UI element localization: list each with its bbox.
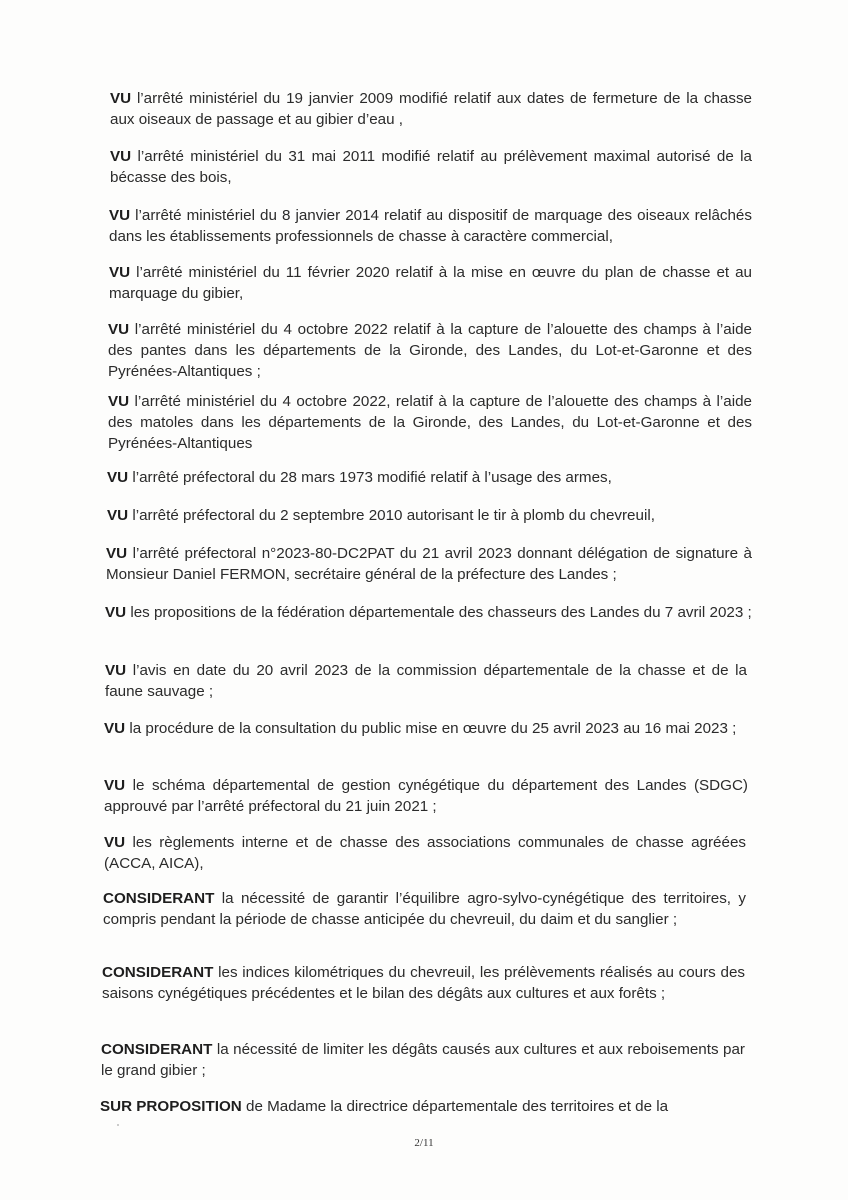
paragraph-keyword: SUR PROPOSITION <box>100 1098 242 1115</box>
paragraph-keyword: VU <box>105 604 127 621</box>
paragraph-text: l’arrêté préfectoral du 28 mars 1973 modifié relatif à l’usage des armes, <box>132 469 612 486</box>
paragraph-text: le schéma départemental de gestion cynégétique du département des Landes (SDGC) approuvé par l’arrêté préfectoral du 21 juin 2021 ; <box>104 777 748 815</box>
paragraph-keyword: VU <box>107 469 129 486</box>
paragraph-considerant-2 <box>102 962 745 1004</box>
paragraph-keyword: VU <box>104 720 126 737</box>
paragraph-keyword: VU <box>108 321 130 338</box>
paragraph-text: l’arrêté ministériel du 11 février 2020 relatif à la mise en œuvre du plan de chasse et au marquage du gibier, <box>109 264 752 302</box>
paragraph-text: l’arrêté ministériel du 4 octobre 2022, relatif à la capture de l’alouette des champs à l’aide des matoles dans les départements de la Gironde, des Landes, du Lot-et-Garonne et des Pyrénées-Altantiques <box>108 393 752 452</box>
paragraph-text: les règlements interne et de chasse des associations communales de chasse agréées (ACCA, AICA), <box>104 834 746 872</box>
paragraph-keyword: VU <box>110 90 132 107</box>
paragraph-considerant-1 <box>103 888 746 930</box>
paragraph-text: de Madame la directrice départementale des territoires et de la <box>246 1098 669 1115</box>
paragraph-text: l’arrêté ministériel du 8 janvier 2014 relatif au dispositif de marquage des oiseaux relâchés dans les établissements professionnels de chasse à caractère commercial, <box>109 207 752 245</box>
paragraph-keyword: CONSIDERANT <box>101 1041 213 1058</box>
paragraph-keyword: VU <box>109 207 131 224</box>
paragraph-vu-11 <box>105 660 747 702</box>
paragraph-text: l’arrêté préfectoral du 2 septembre 2010 autorisant le tir à plomb du chevreuil, <box>132 507 655 524</box>
paragraph-text: l’arrêté préfectoral n°2023-80-DC2PAT du 21 avril 2023 donnant délégation de signature à Monsieur Daniel FERMON, secrétaire général de la préfecture des Landes ; <box>106 545 752 583</box>
paragraph-vu-7 <box>107 467 752 488</box>
paragraph-text: l’avis en date du 20 avril 2023 de la commission départementale de la chasse et de la faune sauvage ; <box>105 662 747 700</box>
paragraph-keyword: CONSIDERANT <box>102 964 214 981</box>
paragraph-text: les propositions de la fédération départementale des chasseurs des Landes du 7 avril 2023 ; <box>130 604 752 621</box>
paragraph-keyword: VU <box>107 507 129 524</box>
paragraph-vu-1 <box>110 88 752 130</box>
paragraph-vu-3 <box>109 205 752 247</box>
paragraph-text: les indices kilométriques du chevreuil, les prélèvements réalisés au cours des saisons cynégétiques précédentes et le bilan des dégâts aux cultures et aux forêts ; <box>102 964 745 1002</box>
paragraph-vu-14 <box>104 832 746 874</box>
paragraph-text: l’arrêté ministériel du 19 janvier 2009 modifié relatif aux dates de fermeture de la chasse aux oiseaux de passage et au gibier d’eau , <box>110 90 752 128</box>
paragraph-keyword: VU <box>110 148 132 165</box>
paragraph-vu-12 <box>104 718 748 739</box>
paragraph-vu-10 <box>105 602 752 623</box>
paragraph-considerant-3 <box>101 1039 745 1081</box>
paragraph-keyword: CONSIDERANT <box>103 890 215 907</box>
paragraph-vu-5 <box>108 319 752 382</box>
paragraph-keyword: VU <box>108 393 130 410</box>
paragraph-keyword: VU <box>104 777 126 794</box>
paragraph-text: la nécessité de limiter les dégâts causés aux cultures et aux reboisements par le grand gibier ; <box>101 1041 745 1079</box>
paragraph-keyword: VU <box>105 662 127 679</box>
paragraph-sur-proposition <box>100 1096 745 1117</box>
paragraph-keyword: VU <box>109 264 131 281</box>
paragraph-vu-2 <box>110 146 752 188</box>
paragraph-text: l’arrêté ministériel du 4 octobre 2022 relatif à la capture de l’alouette des champs à l’aide des pantes dans les départements de la Gironde, des Landes, du Lot-et-Garonne et des Pyrénées-Altantiques ; <box>108 321 752 380</box>
page-number: 2/11 <box>414 1137 434 1149</box>
paragraph-keyword: VU <box>104 834 126 851</box>
paragraph-text: la procédure de la consultation du public mise en œuvre du 25 avril 2023 au 16 mai 2023 ; <box>129 720 737 737</box>
paragraph-text: l’arrêté ministériel du 31 mai 2011 modifié relatif au prélèvement maximal autorisé de la bécasse des bois, <box>110 148 752 186</box>
paragraph-vu-13 <box>104 775 748 817</box>
paragraph-vu-8 <box>107 505 752 526</box>
paragraph-vu-4 <box>109 262 752 304</box>
paragraph-vu-9 <box>106 543 752 585</box>
paragraph-vu-6 <box>108 391 752 454</box>
paragraph-keyword: VU <box>106 545 128 562</box>
paragraph-text: la nécessité de garantir l’équilibre agro-sylvo-cynégétique des territoires, y compris pendant la période de chasse anticipée du chevreuil, du daim et du sanglier ; <box>103 890 746 928</box>
scan-speck <box>117 1124 119 1126</box>
